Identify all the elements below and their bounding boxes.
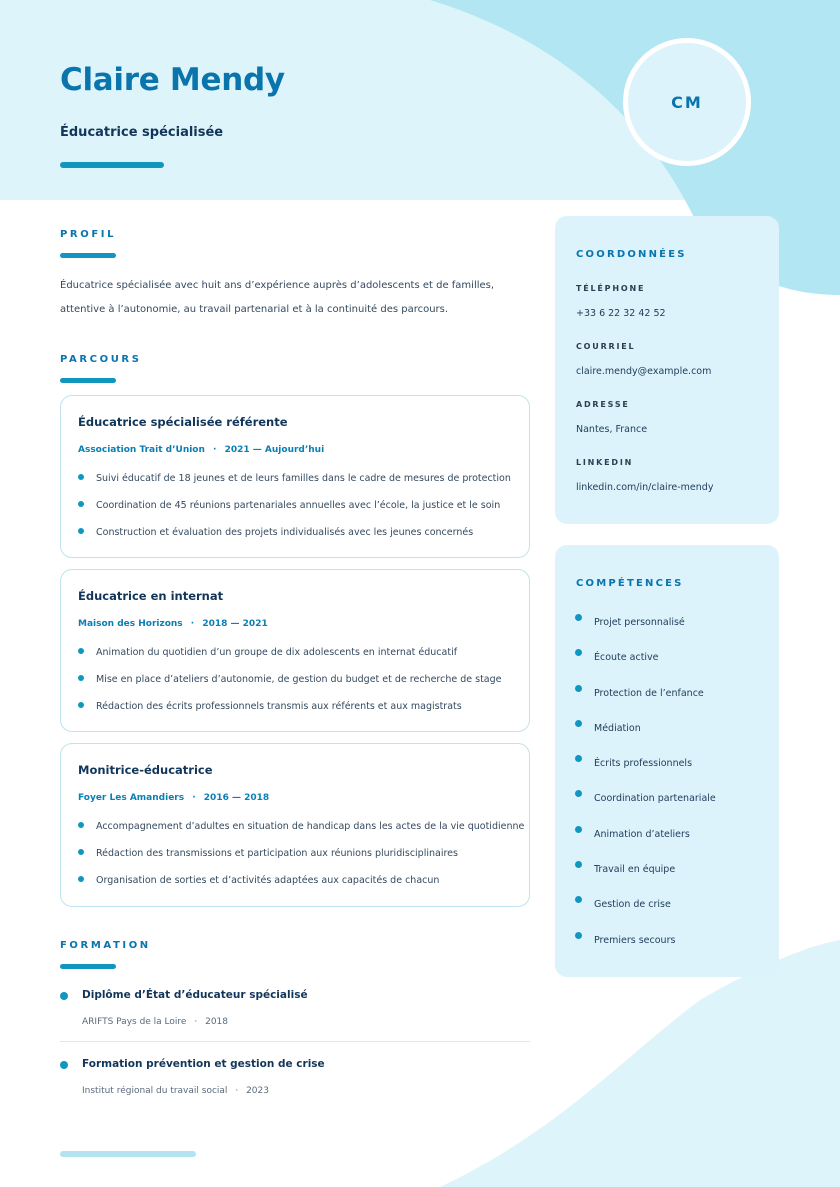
- profile-section-bar: [60, 253, 116, 258]
- skill-dot-icon: [575, 755, 582, 762]
- phone-value: +33 6 22 32 42 52: [576, 308, 666, 319]
- profile-text: Éducatrice spécialisée avec huit ans d’expérience auprès d’adolescents et de familles, attentive à l’autonomie, au travail partenarial et à la continuité des parcours.: [60, 280, 495, 315]
- skill-text: Premiers secours: [594, 935, 676, 946]
- skill-dot-icon: [575, 896, 582, 903]
- skill-text: Écoute active: [594, 652, 659, 663]
- experience-card: [60, 743, 530, 907]
- job-organization: Association Trait d’Union: [78, 445, 205, 455]
- job-bullet: [78, 875, 524, 902]
- experience-card: [60, 395, 530, 558]
- education-year: 2018: [205, 1017, 228, 1027]
- job-meta: [78, 619, 268, 629]
- job-bullet-text: Organisation de sorties et d’activités adaptées aux capacités de chacun: [96, 875, 440, 886]
- linkedin-value: linkedin.com/in/claire-mendy: [576, 482, 714, 493]
- candidate-role: Éducatrice spécialisée: [60, 125, 224, 140]
- skill-dot-icon: [575, 720, 582, 727]
- job-bullet-text: Animation du quotidien d’un groupe de dix adolescents en internat éducatif: [96, 647, 458, 658]
- education-dot-icon: [60, 1061, 68, 1069]
- skill-dot-icon: [575, 861, 582, 868]
- job-bullet-text: Rédaction des écrits professionnels transmis aux référents et aux magistrats: [96, 701, 462, 712]
- skill-dot-icon: [575, 826, 582, 833]
- job-period: 2016 — 2018: [203, 793, 270, 803]
- skill-dot-icon: [575, 649, 582, 656]
- avatar-initials: CM: [671, 92, 703, 112]
- bullet-dot-icon: [78, 474, 84, 480]
- education-meta: [82, 1086, 269, 1096]
- job-title: Éducatrice en internat: [78, 589, 224, 603]
- experience-card: [60, 569, 530, 732]
- bullet-dot-icon: [78, 849, 84, 855]
- phone-label: TÉLÉPHONE: [576, 284, 646, 293]
- job-bullet: [78, 647, 502, 674]
- footer-accent-bar: [60, 1151, 196, 1157]
- experience-section-title: PARCOURS: [60, 354, 142, 365]
- education-section-bar: [60, 964, 116, 969]
- job-bullets: [78, 821, 524, 902]
- job-bullet-text: Construction et évaluation des projets individualisés avec les jeunes concernés: [96, 527, 474, 538]
- job-bullet-text: Suivi éducatif de 18 jeunes et de leurs familles dans le cadre de mesures de protection: [96, 473, 511, 484]
- skill-text: Protection de l’enfance: [594, 688, 704, 699]
- footer-blob: [440, 940, 840, 1187]
- candidate-name: Claire Mendy: [60, 62, 285, 98]
- meta-separator: ·: [192, 793, 196, 803]
- skill-text: Animation d’ateliers: [594, 829, 690, 840]
- email-label: COURRIEL: [576, 342, 636, 351]
- contact-section-title: COORDONNÉES: [576, 249, 687, 260]
- job-meta: [78, 445, 324, 455]
- bullet-dot-icon: [78, 501, 84, 507]
- education-title: Formation prévention et gestion de crise: [82, 1058, 325, 1070]
- job-bullet: [78, 527, 511, 554]
- job-meta: [78, 793, 269, 803]
- skill-text: Gestion de crise: [594, 899, 671, 910]
- education-school: Institut régional du travail social: [82, 1086, 228, 1096]
- meta-separator: ·: [213, 445, 217, 455]
- education-dot-icon: [60, 992, 68, 1000]
- skill-dot-icon: [575, 685, 582, 692]
- address-value: Nantes, France: [576, 424, 648, 435]
- job-title: Monitrice-éducatrice: [78, 763, 213, 777]
- bullet-dot-icon: [78, 822, 84, 828]
- education-school: ARIFTS Pays de la Loire: [82, 1017, 187, 1027]
- profile-section-title: PROFIL: [60, 229, 117, 240]
- skill-dot-icon: [575, 790, 582, 797]
- job-bullets: [78, 647, 502, 728]
- bullet-dot-icon: [78, 702, 84, 708]
- skill-text: Coordination partenariale: [594, 793, 716, 804]
- job-bullet: [78, 701, 502, 728]
- skill-dot-icon: [575, 614, 582, 621]
- meta-separator: ·: [194, 1017, 198, 1027]
- job-bullet: [78, 500, 511, 527]
- skill-text: Projet personnalisé: [594, 617, 685, 628]
- bullet-dot-icon: [78, 528, 84, 534]
- job-bullet: [78, 848, 524, 875]
- job-period: 2021 — Aujourd’hui: [224, 445, 325, 455]
- job-bullet: [78, 473, 511, 500]
- job-bullet-text: Mise en place d’ateliers d’autonomie, de gestion du budget et de recherche de stage: [96, 674, 502, 685]
- email-value: claire.mendy@example.com: [576, 366, 712, 377]
- skills-section-title: COMPÉTENCES: [576, 578, 684, 589]
- job-organization: Foyer Les Amandiers: [78, 793, 185, 803]
- skill-text: Écrits professionnels: [594, 758, 693, 769]
- education-year: 2023: [246, 1086, 269, 1096]
- job-bullet-text: Accompagnement d’adultes en situation de handicap dans les actes de la vie quotidienne: [96, 821, 525, 832]
- job-organization: Maison des Horizons: [78, 619, 183, 629]
- job-bullet: [78, 674, 502, 701]
- linkedin-label: LINKEDIN: [576, 458, 634, 467]
- meta-separator: ·: [190, 619, 195, 629]
- education-section-title: FORMATION: [60, 940, 151, 951]
- bullet-dot-icon: [78, 675, 84, 681]
- education-meta: [82, 1017, 228, 1027]
- job-bullets: [78, 473, 511, 554]
- experience-section-bar: [60, 378, 116, 383]
- job-period: 2018 — 2021: [202, 619, 268, 629]
- header-accent-bar: [60, 162, 164, 168]
- skill-dot-icon: [575, 932, 582, 939]
- bullet-dot-icon: [78, 648, 84, 654]
- job-bullet-text: Coordination de 45 réunions partenariales annuelles avec l’école, la justice et le soin: [96, 500, 501, 511]
- job-bullet-text: Rédaction des transmissions et participation aux réunions pluridisciplinaires: [96, 848, 458, 859]
- skill-text: Travail en équipe: [594, 864, 676, 875]
- address-label: ADRESSE: [576, 400, 630, 409]
- bullet-dot-icon: [78, 876, 84, 882]
- avatar: [623, 38, 751, 166]
- job-title: Éducatrice spécialisée référente: [78, 415, 288, 429]
- education-divider: [60, 1041, 530, 1042]
- meta-separator: ·: [235, 1086, 239, 1096]
- job-bullet: [78, 821, 524, 848]
- skills-panel: [555, 545, 779, 977]
- education-title: Diplôme d’État d’éducateur spécialisé: [82, 989, 308, 1001]
- contact-panel: [555, 216, 779, 524]
- skill-text: Médiation: [594, 723, 641, 734]
